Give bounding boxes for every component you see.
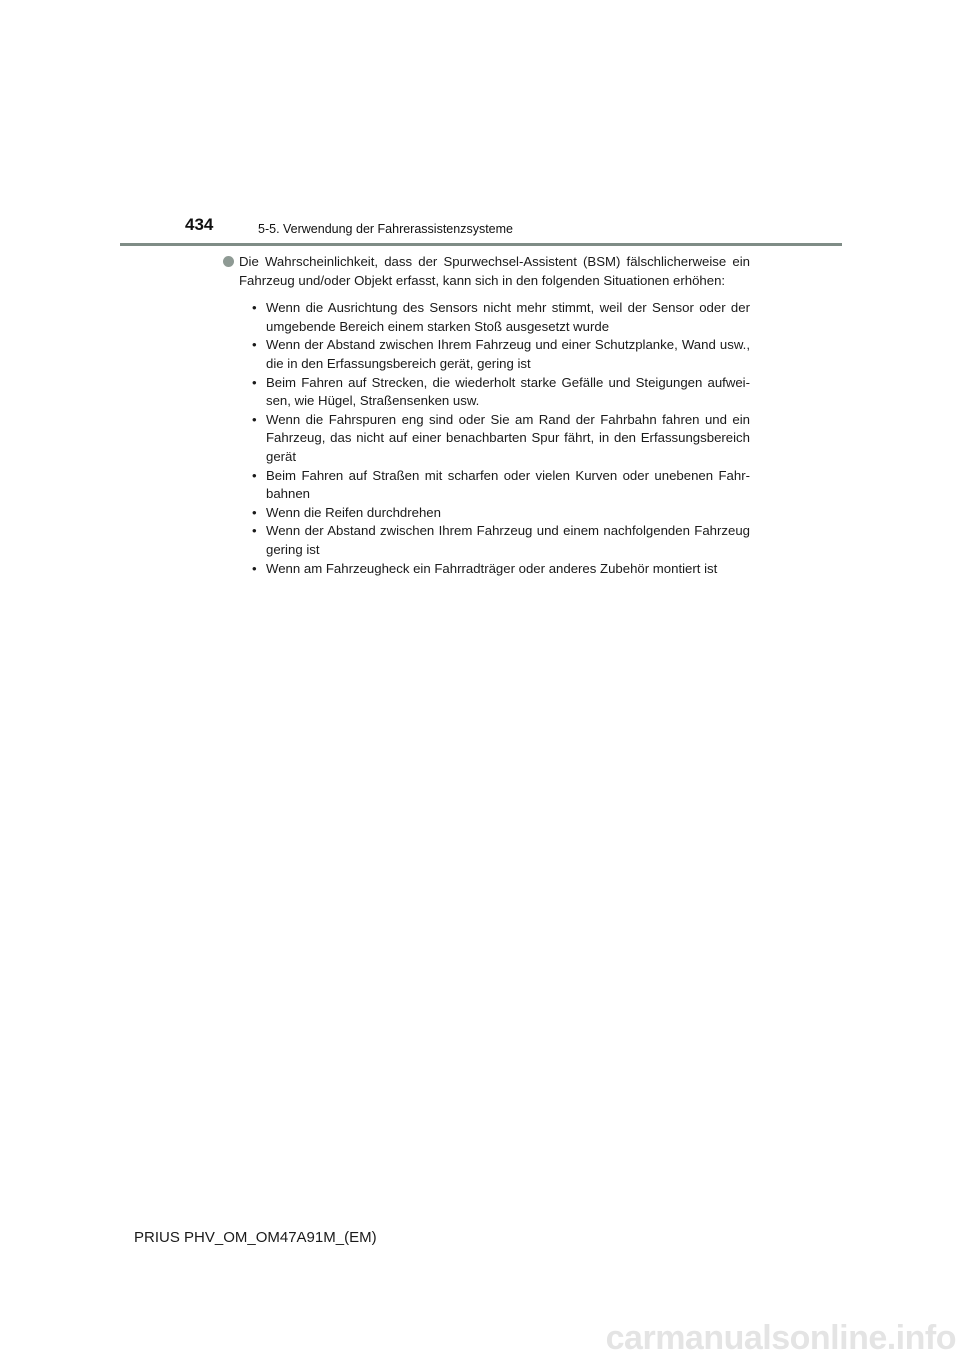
bullet-marker: • [252,300,257,316]
list-item [252,336,750,373]
condition-list [222,299,750,578]
intro-paragraph [222,253,750,290]
bullet-marker: • [252,374,257,390]
bullet-marker: • [252,560,257,576]
list-item [252,411,750,467]
watermark-text[interactable]: carmanualsonline.info [605,1319,956,1357]
list-item [252,504,750,523]
list-item-text: Wenn die Ausrichtung des Sensors nicht mehr stimmt, weil der Sensor oder der umgebende Bereich einem starken Stoß ausgesetzt wurde [266,300,750,334]
page-number: 434 [185,215,214,234]
main-content [222,253,750,578]
list-item-text: Wenn die Fahrspuren eng sind oder Sie am Rand der Fahrbahn fahren und ein Fahrzeug, das nicht auf einer benachbarten Spur fährt, in den Erfassungsbereich gerät [266,411,750,464]
list-item-text: Wenn die Reifen durchdrehen [266,504,441,520]
list-item [252,560,750,579]
header-divider [120,243,842,246]
list-item-text: Wenn der Abstand zwischen Ihrem Fahrzeug und einer Schutzplanke, Wand usw., die in den Erfassungsbereich gerät, gering ist [266,337,750,371]
list-item [252,467,750,504]
list-item [252,299,750,336]
list-item [252,374,750,411]
list-item [252,522,750,559]
bullet-marker: • [252,523,257,539]
bullet-marker: • [252,411,257,427]
list-item-text: Wenn am Fahrzeugheck ein Fahrradträger oder anderes Zubehör montiert ist [266,560,718,576]
intro-text: Die Wahrscheinlichkeit, dass der Spurwechsel-Assistent (BSM) fälschlicherweise ein Fahrzeug und/oder Objekt erfasst, kann sich in den folgenden Situationen erhöhen: [239,254,750,288]
bullet-marker: • [252,337,257,353]
list-item-text: Wenn der Abstand zwischen Ihrem Fahrzeug und einem nachfolgenden Fahrzeug gering ist [266,523,750,557]
list-item-text: Beim Fahren auf Straßen mit scharfen oder vielen Kurven oder unebenen Fahr-bahnen [266,467,750,502]
bullet-marker: • [252,467,257,483]
document-code: PRIUS PHV_OM_OM47A91M_(EM) [134,1229,377,1246]
circle-bullet-icon [223,256,234,267]
bullet-marker: • [252,504,257,520]
section-title: 5-5. Verwendung der Fahrerassistenzsysteme [258,222,513,236]
list-item-text: Beim Fahren auf Strecken, die wiederholt starke Gefälle und Steigungen aufwei-sen, wie Hügel, Straßensenken usw. [266,374,750,409]
